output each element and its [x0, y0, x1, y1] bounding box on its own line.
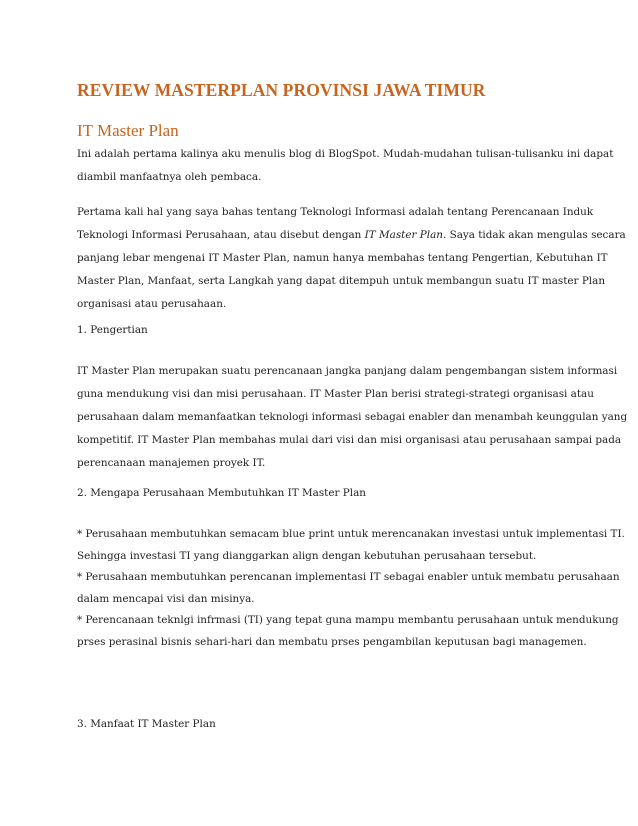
section-line: perencanaan manajemen proyek IT.: [77, 457, 266, 469]
paragraph-line: organisasi atau perusahaan.: [77, 298, 227, 310]
intro-line: Ini adalah pertama kalinya aku menulis blog di BlogSpot. Mudah-mudahan tulisan-tulisanku ini dapat: [77, 148, 614, 160]
emphasis-text: IT Master Plan: [364, 229, 443, 241]
list-item: Sehingga investasi TI yang dianggarkan align dengan kebutuhan perusahaan tersebut.: [77, 550, 537, 562]
section-line: perusahaan dalam memanfaatkan teknologi informasi sebagai enabler dan menambah keunggulan yang: [77, 411, 628, 423]
section-line: IT Master Plan merupakan suatu perencanaan jangka panjang dalam pengembangan sistem informasi: [77, 365, 618, 377]
paragraph-line: Teknologi Informasi Perusahaan, atau disebut dengan IT Master Plan. Saya tidak akan mengulas secara: [77, 229, 626, 241]
document-subtitle: IT Master Plan: [77, 121, 179, 140]
section-line: guna mendukung visi dan misi perusahaan. IT Master Plan berisi strategi-strategi organisasi atau: [77, 388, 594, 400]
section-heading: 1. Pengertian: [77, 324, 148, 336]
paragraph-line: Master Plan, Manfaat, serta Langkah yang dapat ditempuh untuk membangun suatu IT master Plan: [77, 275, 606, 287]
paragraph-line: panjang lebar mengenai IT Master Plan, namun hanya membahas tentang Pengertian, Kebutuhan IT: [77, 252, 608, 264]
section-heading: 3. Manfaat IT Master Plan: [77, 718, 216, 730]
intro-line: diambil manfaatnya oleh pembaca.: [77, 171, 262, 183]
section-heading: 2. Mengapa Perusahaan Membutuhkan IT Master Plan: [77, 487, 366, 499]
paragraph-line: Pertama kali hal yang saya bahas tentang Teknologi Informasi adalah tentang Perencanaan Induk: [77, 206, 594, 218]
list-item: * Perusahaan membutuhkan semacam blue print untuk merencanakan investasi untuk implementasi TI.: [77, 528, 625, 540]
list-item: * Perusahaan membutuhkan perencanan implementasi IT sebagai enabler untuk membatu perusahaan: [77, 571, 620, 583]
section-line: kompetitif. IT Master Plan membahas mulai dari visi dan misi organisasi atau perusahaan sampai pada: [77, 434, 622, 446]
list-item: dalam mencapai visi dan misinya.: [77, 593, 255, 605]
document-title: REVIEW MASTERPLAN PROVINSI JAWA TIMUR: [77, 80, 486, 100]
list-item: * Perencanaan teknlgi infrmasi (TI) yang tepat guna mampu membantu perusahaan untuk mendukung: [77, 614, 619, 626]
list-item: prses perasinal bisnis sehari-hari dan membatu prses pengambilan keputusan bagi managemen.: [77, 636, 587, 648]
